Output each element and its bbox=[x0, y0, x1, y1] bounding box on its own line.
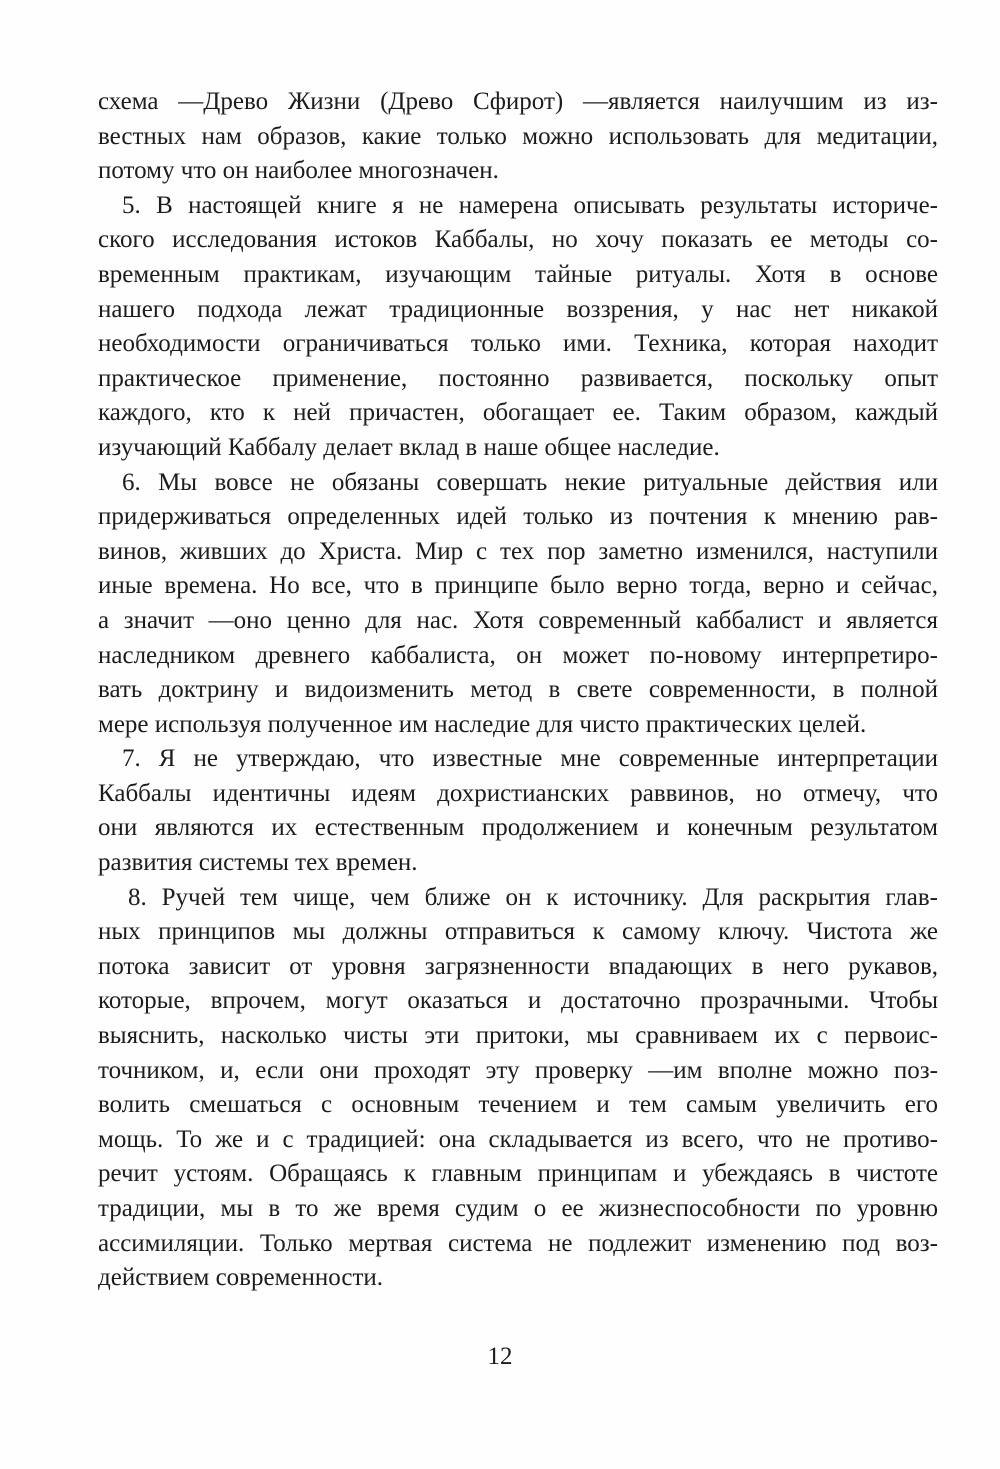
text-line: иные времена. Но все, что в принципе было верно тогда, верно и сейчас, bbox=[98, 572, 938, 600]
text-line: придерживаться определенных идей только из почтения к мнению рав- bbox=[98, 503, 938, 531]
paragraph-5 bbox=[98, 189, 938, 466]
text-line: а значит —оно ценно для нас. Хотя современный каббалист и является bbox=[98, 606, 938, 634]
paragraph-8 bbox=[98, 881, 938, 1296]
text-line: 5. В настоящей книге я не намерена описывать результаты историче- bbox=[122, 191, 938, 219]
text-line: они являются их естественным продолжением и конечным результатом bbox=[98, 814, 938, 842]
text-line: винов, живших до Христа. Мир с тех пор заметно изменился, наступили bbox=[98, 537, 938, 565]
text-line: точником, и, если они проходят эту проверку —им вполне можно поз- bbox=[98, 1056, 938, 1084]
text-line: Каббалы идентичны идеям дохристианских раввинов, но отмечу, что bbox=[98, 779, 938, 807]
text-line: выяснить, насколько чисты эти притоки, мы сравниваем их с первоис- bbox=[98, 1022, 938, 1050]
text-line: потому что он наиболее многозначен. bbox=[98, 157, 499, 185]
text-line: практическое применение, постоянно развивается, поскольку опыт bbox=[98, 364, 938, 392]
text-line: действием современности. bbox=[98, 1264, 384, 1292]
text-line: потока зависит от уровня загрязненности впадающих в него рукавов, bbox=[98, 952, 938, 980]
text-line: 8. Ручей тем чище, чем ближе он к источнику. Для раскрытия глав- bbox=[128, 883, 938, 911]
paragraph-6 bbox=[98, 466, 938, 743]
text-line: временным практикам, изучающим тайные ритуалы. Хотя в основе bbox=[98, 260, 938, 288]
text-line: ных принципов мы должны отправиться к самому ключу. Чистота же bbox=[98, 918, 938, 946]
page-number: 12 bbox=[487, 1343, 513, 1370]
text-line: необходимости ограничиваться только ими. Техника, которая находит bbox=[98, 330, 938, 358]
text-line: волить смешаться с основным течением и тем самым увеличить его bbox=[98, 1091, 938, 1119]
text-line: 7. Я не утверждаю, что известные мне современные интерпретации bbox=[122, 745, 938, 773]
text-line: изучающий Каббалу делает вклад в наше общее наследие. bbox=[98, 433, 720, 461]
text-line: ского исследования истоков Каббалы, но хочу показать ее методы со- bbox=[98, 226, 938, 254]
paragraph-7 bbox=[98, 742, 938, 880]
text-line: каждого, кто к ней причастен, обогащает ее. Таким образом, каждый bbox=[98, 399, 938, 427]
text-line: схема —Древо Жизни (Древо Сфирот) —является наилучшим из из- bbox=[98, 88, 938, 115]
text-line: мощь. То же и с традицией: она складывается из всего, что не противо- bbox=[98, 1125, 938, 1153]
text-line: 6. Мы вовсе не обязаны совершать некие ритуальные действия или bbox=[122, 468, 938, 496]
text-line: традиции, мы в то же время судим о ее жизнеспособности по уровню bbox=[98, 1195, 938, 1222]
text-line: наследником древнего каббалиста, он может по-новому интерпретиро- bbox=[98, 641, 938, 669]
body-text bbox=[98, 85, 938, 1296]
paragraph-continuation bbox=[98, 85, 938, 189]
text-line: которые, впрочем, могут оказаться и достаточно прозрачными. Чтобы bbox=[98, 987, 938, 1015]
text-line: речит устоям. Обращаясь к главным принципам и убеждаясь в чистоте bbox=[98, 1160, 938, 1188]
text-line: ассимиляции. Только мертвая система не подлежит изменению под воз- bbox=[98, 1229, 938, 1257]
text-line: вать доктрину и видоизменить метод в свете современности, в полной bbox=[98, 676, 938, 704]
text-line: нашего подхода лежат традиционные воззрения, у нас нет никакой bbox=[98, 295, 938, 323]
text-line: развития системы тех времен. bbox=[98, 849, 418, 877]
text-line: мере используя полученное им наследие для чисто практических целей. bbox=[98, 710, 867, 738]
text-line: вестных нам образов, какие только можно использовать для медитации, bbox=[98, 122, 938, 150]
